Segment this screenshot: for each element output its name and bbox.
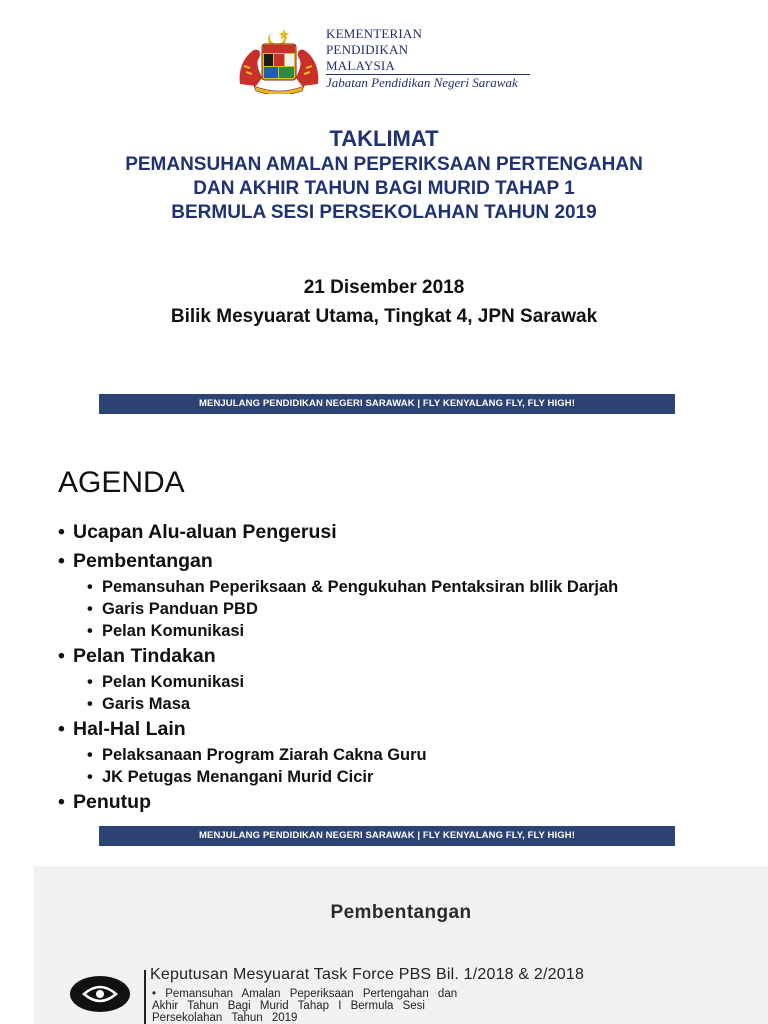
agenda-heading: AGENDA bbox=[58, 466, 185, 499]
ministry-line-2: PENDIDIKAN bbox=[326, 42, 409, 57]
decision-body bbox=[152, 988, 532, 1024]
decision-line-2: Akhir Tahun Bagi Murid Tahap I Bermula Sesi bbox=[152, 1000, 425, 1012]
agenda-subitem: • Pelan Komunikasi bbox=[58, 671, 618, 693]
decision-line-3: Persekolahan Tahun 2019 bbox=[152, 1012, 298, 1024]
decision-line-1: • Pemansuhan Amalan Peperiksaan Pertengahan dan bbox=[152, 988, 458, 1000]
agenda-subitem: • Garis Panduan PBD bbox=[58, 598, 618, 620]
agenda-item: • Hal-Hal Lain bbox=[58, 715, 618, 744]
agenda-item: • Pelan Tindakan bbox=[58, 642, 618, 671]
agenda-item: • Penutup bbox=[58, 788, 618, 817]
scan-divider bbox=[144, 970, 146, 1024]
ministry-line-1: KEMENTERIAN bbox=[326, 26, 423, 41]
eye-icon bbox=[70, 976, 130, 1012]
agenda-subitem: • Pelan Komunikasi bbox=[58, 620, 618, 642]
agenda-item: • Pembentangan bbox=[58, 547, 618, 576]
slogan-banner: MENJULANG PENDIDIKAN NEGERI SARAWAK | FLY KENYALANG FLY, FLY HIGH! bbox=[99, 826, 675, 846]
agenda-subitem: • Pelaksanaan Program Ziarah Cakna Guru bbox=[58, 744, 618, 766]
agenda-subitem: • Pemansuhan Peperiksaan & Pengukuhan Pentaksiran bIlik Darjah bbox=[58, 576, 618, 598]
title-slide bbox=[0, 0, 768, 430]
ministry-department: Jabatan Pendidikan Negeri Sarawak bbox=[326, 75, 518, 90]
ministry-line-3: MALAYSIA bbox=[326, 58, 396, 73]
briefing-venue: Bilik Mesyuarat Utama, Tingkat 4, JPN Sarawak bbox=[170, 306, 598, 327]
ministry-name bbox=[326, 26, 422, 74]
scan-heading: Pembentangan bbox=[330, 902, 472, 923]
scanned-slide bbox=[34, 866, 768, 1024]
decision-title: Keputusan Mesyuarat Task Force PBS Bil. 1/2018 & 2/2018 bbox=[150, 966, 585, 983]
agenda-subitem: • Garis Masa bbox=[58, 693, 618, 715]
subtitle-line-1: PEMANSUHAN AMALAN PEPERIKSAAN PERTENGAHAN bbox=[125, 154, 643, 175]
briefing-title: TAKLIMAT bbox=[329, 126, 439, 151]
subtitle-line-2: DAN AKHIR TAHUN BAGI MURID TAHAP 1 bbox=[193, 178, 575, 199]
briefing-date: 21 Disember 2018 bbox=[303, 277, 465, 298]
coat-of-arms-icon bbox=[236, 26, 322, 94]
agenda-subitem: • JK Petugas Menangani Murid Cicir bbox=[58, 766, 618, 788]
ministry-logo bbox=[236, 26, 536, 96]
agenda-item: • Ucapan Alu-aluan Pengerusi bbox=[58, 518, 618, 547]
subtitle-line-3: BERMULA SESI PERSEKOLAHAN TAHUN 2019 bbox=[171, 202, 597, 223]
agenda-list bbox=[58, 518, 618, 817]
briefing-subtitle bbox=[0, 153, 768, 225]
slogan-banner: MENJULANG PENDIDIKAN NEGERI SARAWAK | FLY KENYALANG FLY, FLY HIGH! bbox=[99, 394, 675, 414]
